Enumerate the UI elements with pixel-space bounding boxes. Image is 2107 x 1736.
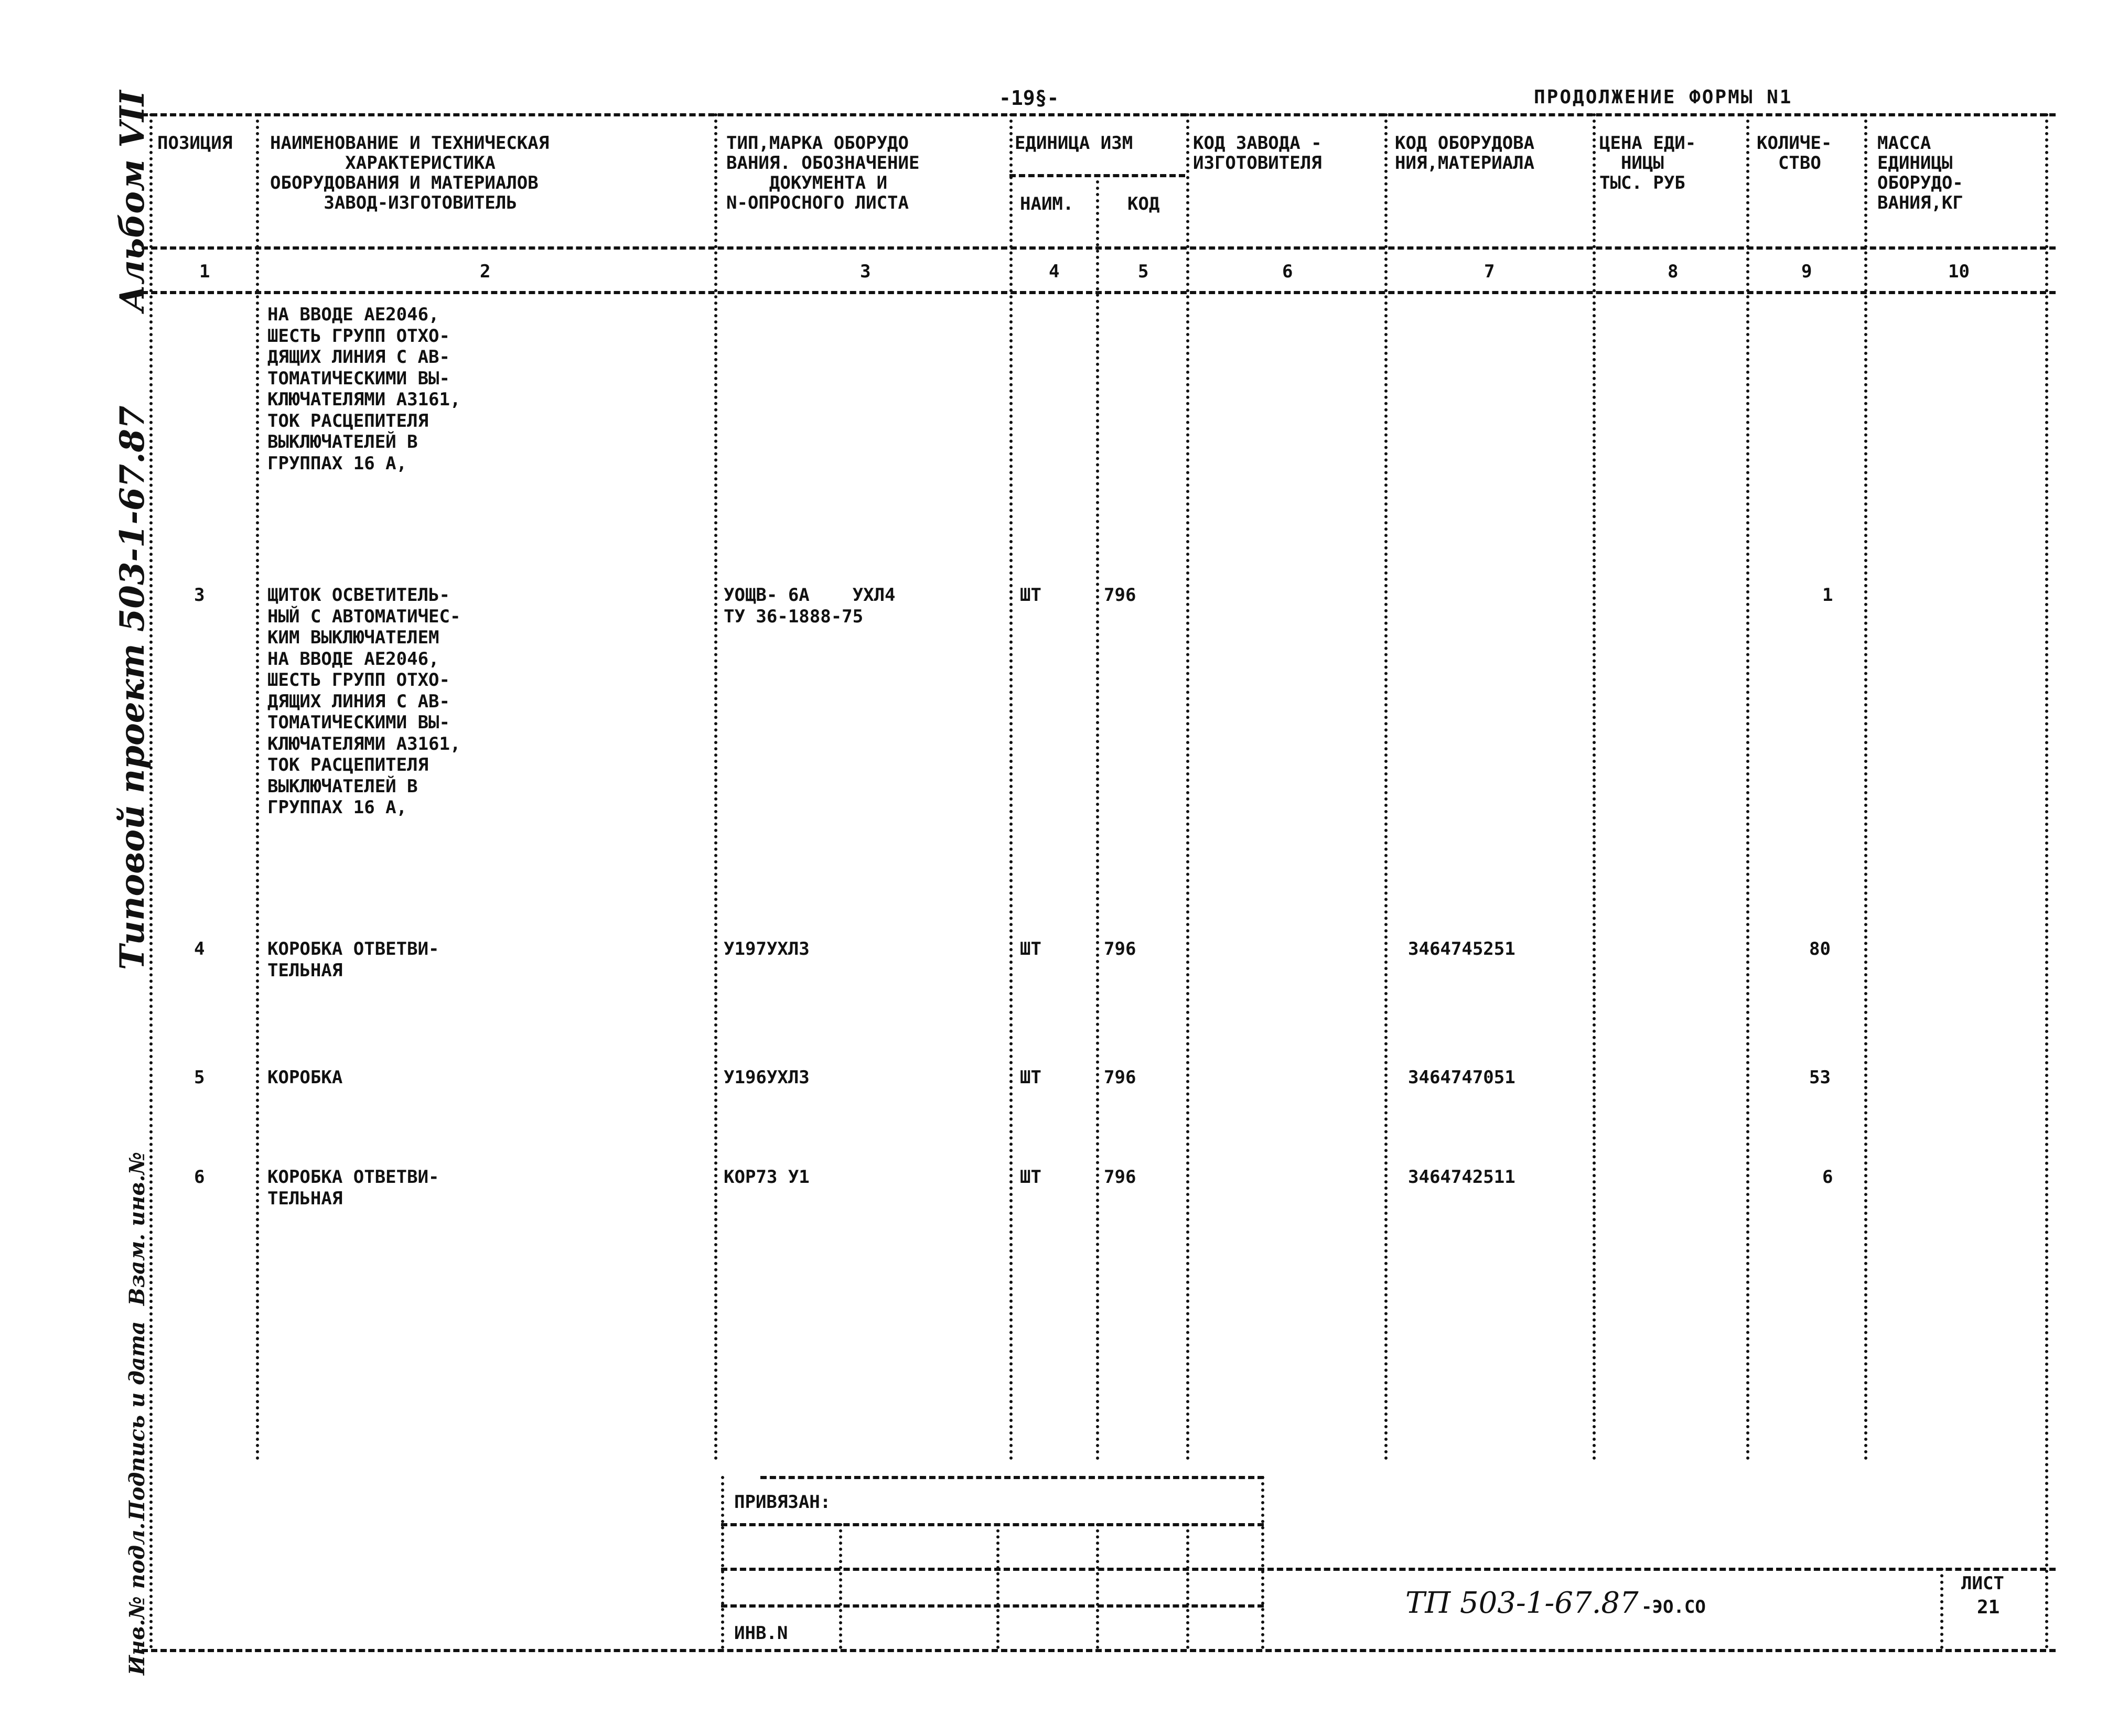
colnum-10: 10 <box>1948 261 1970 282</box>
rule-bottom <box>142 1649 2056 1652</box>
inv-original-label: Инв.№ подл. <box>125 1522 149 1675</box>
document-code-suffix: -ЭО.СО <box>1641 1597 1706 1618</box>
stamp-sheet-border <box>1940 1568 1943 1649</box>
row-4-quantity: 80 <box>1809 939 1831 959</box>
colnum-3: 3 <box>860 261 871 282</box>
row-5-unit: ШТ <box>1020 1067 1041 1088</box>
stamp-rule-top <box>760 1476 1264 1479</box>
row-6-name: КОРОБКА ОТВЕТВИ- ТЕЛЬНАЯ <box>267 1167 439 1209</box>
col-border-3 <box>1009 113 1013 1461</box>
colnum-4: 4 <box>1049 261 1060 282</box>
row-6-type: КОР73 У1 <box>724 1167 810 1188</box>
header-unit-price: ЦЕНА ЕДИ- НИЦЫ ТЫС. РУБ <box>1599 133 1696 193</box>
row-3-code: 796 <box>1104 585 1136 606</box>
row-5-name: КОРОБКА <box>267 1067 343 1088</box>
row-3-unit: ШТ <box>1020 585 1041 606</box>
row-3-type: УОЩВ- 6А УХЛ4 ТУ 36-1888-75 <box>724 585 896 627</box>
header-unit-name: НАИМ. <box>1020 193 1074 214</box>
row-3-quantity: 1 <box>1822 585 1833 606</box>
header-name: НАИМЕНОВАНИЕ И ТЕХНИЧЕСКАЯ ХАРАКТЕРИСТИКА ОБОРУДОВАНИЯ И МАТЕРИАЛОВ ЗАВОД-ИЗГОТОВИТЕЛЬ <box>270 133 550 213</box>
stamp-rule-3 <box>721 1568 2056 1571</box>
col-border-9 <box>1864 113 1867 1461</box>
album-label: Альбом VII <box>113 90 152 312</box>
sheet-label: ЛИСТ <box>1961 1573 2004 1594</box>
header-unit-mass: МАССА ЕДИНИЦЫ ОБОРУДО- ВАНИЯ,КГ <box>1877 133 1963 213</box>
replace-inv-label: Взам. инв.№ <box>125 1151 149 1306</box>
sheet-number: 21 <box>1977 1597 2000 1618</box>
row-3-name: ЩИТОК ОСВЕТИТЕЛЬ- НЫЙ С АВТОМАТИЧЕС- КИМ ВЫКЛЮЧАТЕЛЕМ НА ВВОДЕ АЕ2046, ШЕСТЬ ГРУПП ОТХО- ДЯЩИХ ЛИНИЯ С АВ- ТОМАТИЧЕСКИМИ ВЫ- КЛЮЧАТЕЛЯМИ А3161, ТОК РАСЦЕПИТЕЛЯ ВЫКЛЮЧАТЕЛЕЙ В ГРУППАХ 16 А, <box>267 585 461 818</box>
colnum-8: 8 <box>1668 261 1679 282</box>
row-4-unit: ШТ <box>1020 939 1041 959</box>
stamp-bound-label: ПРИВЯЗАН: <box>734 1492 831 1513</box>
row-5-quantity: 53 <box>1809 1067 1831 1088</box>
col-border-4 <box>1096 174 1099 1461</box>
col-border-7 <box>1593 113 1596 1461</box>
row-4-code: 796 <box>1104 939 1136 959</box>
stamp-rule-2 <box>721 1523 1264 1526</box>
project-label: Типовой проект 503-1-67.87 <box>113 405 152 970</box>
row-4-equipment-code: 3464745251 <box>1408 939 1515 959</box>
colnum-6: 6 <box>1282 261 1293 282</box>
header-unit: ЕДИНИЦА ИЗМ <box>1015 133 1133 154</box>
col-border-5 <box>1186 113 1189 1461</box>
row-6-unit: ШТ <box>1020 1167 1041 1188</box>
col-border-1 <box>256 113 259 1461</box>
row-5-position: 5 <box>194 1067 205 1088</box>
col-border-6 <box>1384 113 1388 1461</box>
colnum-7: 7 <box>1484 261 1495 282</box>
header-plant-code: КОД ЗАВОДА - ИЗГОТОВИТЕЛЯ <box>1193 133 1322 174</box>
col-border-8 <box>1746 113 1749 1461</box>
col-border-2 <box>714 113 717 1461</box>
row-5-type: У196УХЛ3 <box>724 1067 810 1088</box>
rule-top <box>142 113 2056 116</box>
sign-date-label: Подпись и дата <box>125 1321 149 1521</box>
header-quantity: КОЛИЧЕ- СТВО <box>1757 133 1832 174</box>
stamp-col-a <box>839 1523 842 1649</box>
stamp-col-b <box>996 1523 999 1649</box>
stamp-inv-label: ИНВ.N <box>734 1623 788 1644</box>
row-5-code: 796 <box>1104 1067 1136 1088</box>
stamp-rule-4 <box>721 1604 1264 1608</box>
row-4-type: У197УХЛ3 <box>724 939 810 959</box>
row-4-name: КОРОБКА ОТВЕТВИ- ТЕЛЬНАЯ <box>267 939 439 981</box>
stamp-border-right <box>1261 1476 1264 1649</box>
header-position: ПОЗИЦИЯ <box>157 133 233 154</box>
colnum-2: 2 <box>480 261 491 282</box>
header-type: ТИП,МАРКА ОБОРУДО ВАНИЯ. ОБОЗНАЧЕНИЕ ДОКУМЕНТА И N-ОПРОСНОГО ЛИСТА <box>726 133 920 213</box>
form-continuation-label: ПРОДОЛЖЕНИЕ ФОРМЫ N1 <box>1534 87 1793 108</box>
row-continued-name: НА ВВОДЕ АЕ2046, ШЕСТЬ ГРУПП ОТХО- ДЯЩИХ ЛИНИЯ С АВ- ТОМАТИЧЕСКИМИ ВЫ- КЛЮЧАТЕЛЯМИ А3161, ТОК РАСЦЕПИТЕЛЯ ВЫКЛЮЧАТЕЛЕЙ В ГРУППАХ 16 А, <box>267 304 461 474</box>
header-unit-code: КОД <box>1127 193 1160 214</box>
stamp-border-left <box>721 1476 724 1649</box>
row-6-equipment-code: 3464742511 <box>1408 1167 1515 1188</box>
col-border-left <box>149 113 153 1649</box>
stamp-col-d <box>1186 1523 1189 1649</box>
row-6-code: 796 <box>1104 1167 1136 1188</box>
colnum-5: 5 <box>1138 261 1149 282</box>
page-number: -19§- <box>999 87 1059 110</box>
row-3-position: 3 <box>194 585 205 606</box>
header-equipment-code: КОД ОБОРУДОВА НИЯ,МАТЕРИАЛА <box>1395 133 1535 174</box>
row-4-position: 4 <box>194 939 205 959</box>
col-border-right <box>2045 113 2048 1649</box>
document-code: ТП 503-1-67.87 <box>1405 1586 1639 1620</box>
colnum-9: 9 <box>1801 261 1812 282</box>
row-6-quantity: 6 <box>1822 1167 1833 1188</box>
stamp-col-c <box>1096 1523 1099 1649</box>
row-5-equipment-code: 3464747051 <box>1408 1067 1515 1088</box>
colnum-1: 1 <box>199 261 210 282</box>
row-6-position: 6 <box>194 1167 205 1188</box>
